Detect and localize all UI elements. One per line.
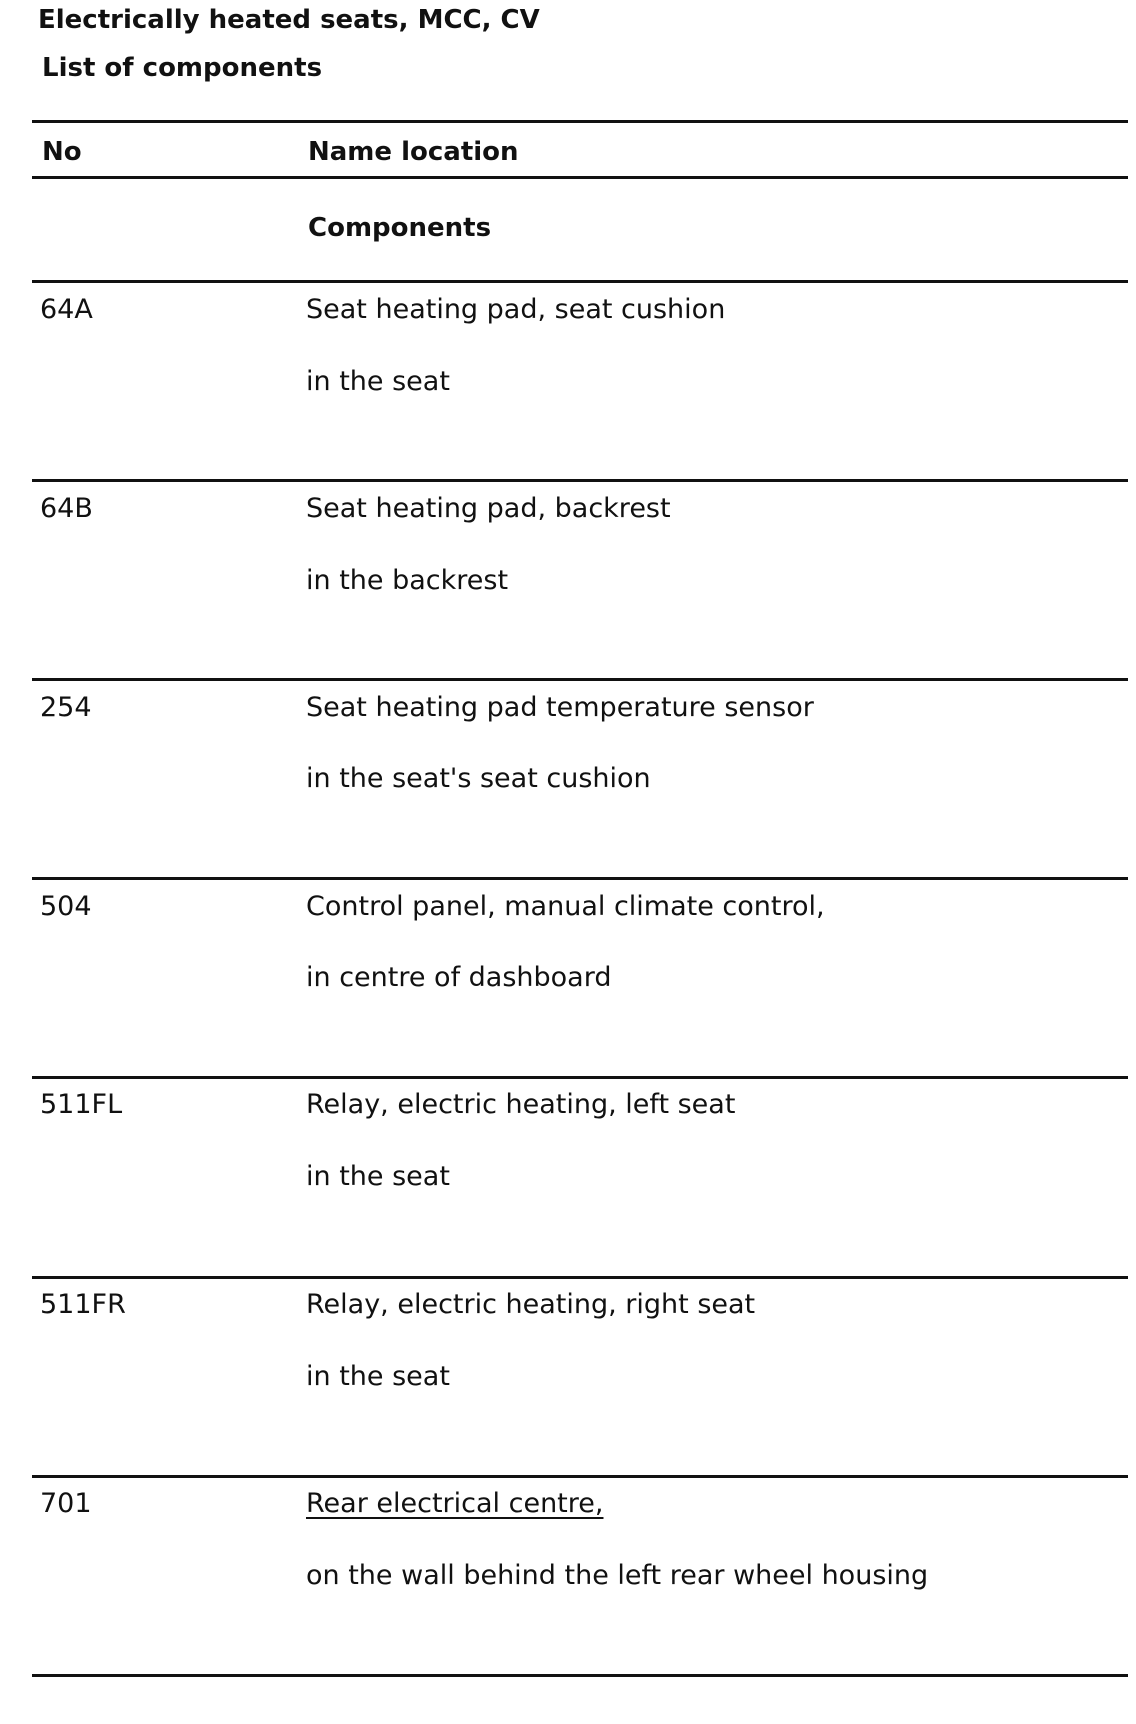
row-name-254: Seat heating pad temperature sensor [306, 692, 814, 723]
row-name-701-link[interactable]: Rear electrical centre, [306, 1488, 604, 1519]
row-no-511fr: 511FR [40, 1289, 126, 1320]
row-no-504: 504 [40, 891, 92, 922]
row-divider [32, 1076, 1128, 1079]
row-name-511fr: Relay, electric heating, right seat [306, 1289, 756, 1320]
row-location-701: on the wall behind the left rear wheel housing [306, 1560, 929, 1591]
row-name-511fl: Relay, electric heating, left seat [306, 1089, 736, 1120]
table-bottom-rule [32, 1674, 1128, 1677]
header-rule [32, 176, 1128, 179]
row-location-504: in centre of dashboard [306, 962, 612, 993]
row-no-511fl: 511FL [40, 1089, 123, 1120]
header-name-location: Name location [308, 137, 519, 167]
row-divider [32, 678, 1128, 681]
row-divider [32, 479, 1128, 482]
row-location-254: in the seat's seat cushion [306, 763, 651, 794]
row-divider [32, 877, 1128, 880]
document-title: Electrically heated seats, MCC, CV [38, 5, 540, 35]
row-no-701: 701 [40, 1488, 92, 1519]
row-name-504: Control panel, manual climate control, [306, 891, 825, 922]
row-location-511fl: in the seat [306, 1161, 450, 1192]
row-name-64a: Seat heating pad, seat cushion [306, 294, 726, 325]
section-label-components: Components [308, 213, 492, 243]
row-location-511fr: in the seat [306, 1361, 450, 1392]
row-name-64b: Seat heating pad, backrest [306, 493, 671, 524]
row-location-64b: in the backrest [306, 565, 509, 596]
row-divider [32, 1475, 1128, 1478]
row-no-254: 254 [40, 692, 92, 723]
row-no-64b: 64B [40, 493, 93, 524]
table-top-rule [32, 120, 1128, 123]
header-no: No [42, 137, 82, 167]
section-rule [32, 280, 1128, 283]
document-subtitle: List of components [42, 53, 323, 83]
row-no-64a: 64A [40, 294, 93, 325]
row-location-64a: in the seat [306, 366, 450, 397]
row-divider [32, 1276, 1128, 1279]
